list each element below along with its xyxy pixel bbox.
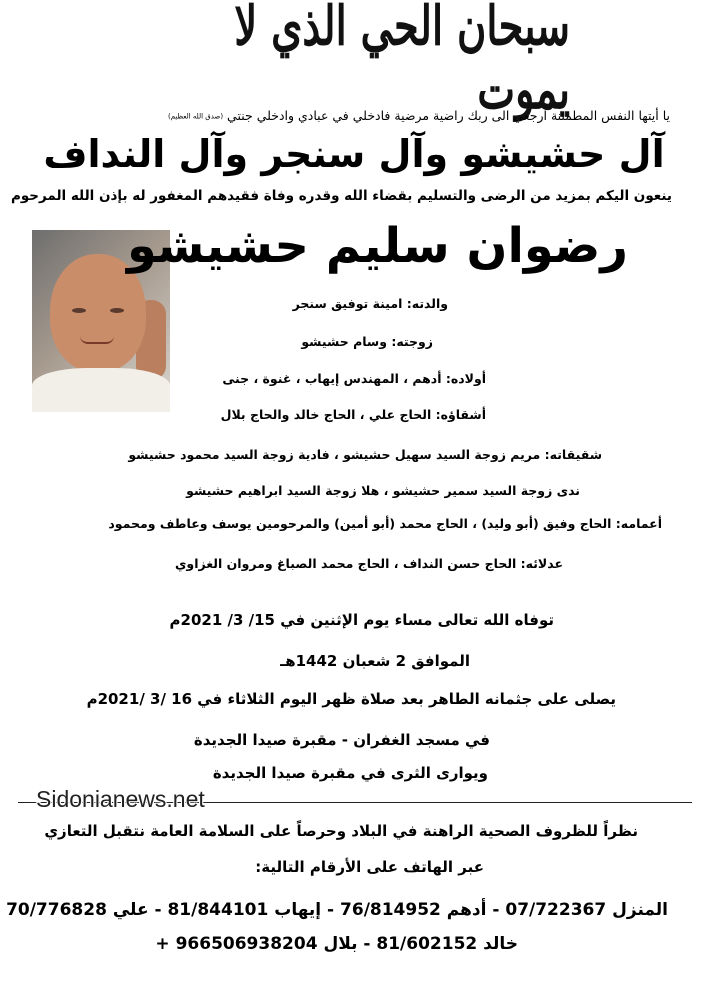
sisters-line-1: شقيقاته: مريم زوجة السيد سهيل حشيشو ، فادية زوجة السيد محمود حشيشو bbox=[128, 447, 602, 462]
photo-eye-right bbox=[110, 308, 124, 313]
verse-text: يا أيتها النفس المطمئنة ارجعي الى ربك راضية مرضية فادخلي في عبادي وادخلي جنتي bbox=[227, 108, 670, 123]
deceased-name: رضوان سليم حشيشو bbox=[127, 218, 628, 274]
condolence-phone-intro: عبر الهاتف على الأرقام التالية: bbox=[255, 858, 484, 876]
photo-eye-left bbox=[72, 308, 86, 313]
announcement-text: ينعون اليكم بمزيد من الرضى والتسليم بقضاء الله وقدره وفاة فقيدهم المغفور له بإذن الله المرحوم bbox=[10, 188, 672, 204]
brothers-line: أشقاؤه: الحاج علي ، الحاج خالد والحاج بلال bbox=[220, 407, 486, 422]
verse-note: (صدق الله العظيم) bbox=[167, 112, 224, 121]
families-title: آل حشيشو وآل سنجر وآل النداف bbox=[43, 132, 665, 176]
burial-line: ويوارى الثرى في مقبرة صيدا الجديدة bbox=[212, 764, 488, 782]
mother-line: والدته: امينة توفيق سنجر bbox=[292, 296, 448, 311]
quran-verse bbox=[168, 108, 670, 123]
uncles-line: أعمامه: الحاج وفيق (أبو وليد) ، الحاج محمد (أبو أمين) والمرحومين يوسف وعاطف ومحمود bbox=[108, 516, 662, 531]
death-date: توفاه الله تعالى مساء يوم الإثنين في 15/ 3/ 2021م bbox=[169, 611, 554, 629]
photo-shirt bbox=[32, 368, 170, 412]
mosque-location: في مسجد الغفران - مقبرة صيدا الجديدة bbox=[193, 731, 490, 749]
photo-mouth bbox=[80, 336, 114, 344]
wife-line: زوجته: وسام حشيشو bbox=[301, 334, 433, 349]
phone-numbers-line-2: خالد 81/602152 - بلال 966506938204 + bbox=[155, 934, 518, 954]
watermark: Sidonianews.net bbox=[36, 786, 205, 812]
funeral-prayer: يصلى على جثمانه الطاهر بعد صلاة ظهر اليوم الثلاثاء في 16 /3 /2021م bbox=[86, 690, 616, 708]
children-line: أولاده: أدهم ، المهندس إيهاب ، غنوة ، جنى bbox=[222, 371, 486, 386]
in-laws-line: عدلائه: الحاج حسن النداف ، الحاج محمد الصباغ ومروان الغزاوي bbox=[174, 556, 563, 571]
calligraphy-heading: سبحان الحي الذي لا يموت bbox=[234, 0, 570, 122]
condolence-notice: نظراً للظروف الصحية الراهنة في البلاد وحرصاً على السلامة العامة نتقبل التعازي bbox=[44, 822, 638, 840]
sisters-line-2: ندى زوجة السيد سمير حشيشو ، هلا زوجة السيد ابراهيم حشيشو bbox=[186, 483, 580, 498]
phone-numbers-line-1: المنزل 07/722367 - أدهم 76/814952 - إيهاب 81/844101 - علي 70/776828 bbox=[6, 900, 668, 920]
hijri-date: الموافق 2 شعبان 1442هـ bbox=[280, 652, 470, 670]
